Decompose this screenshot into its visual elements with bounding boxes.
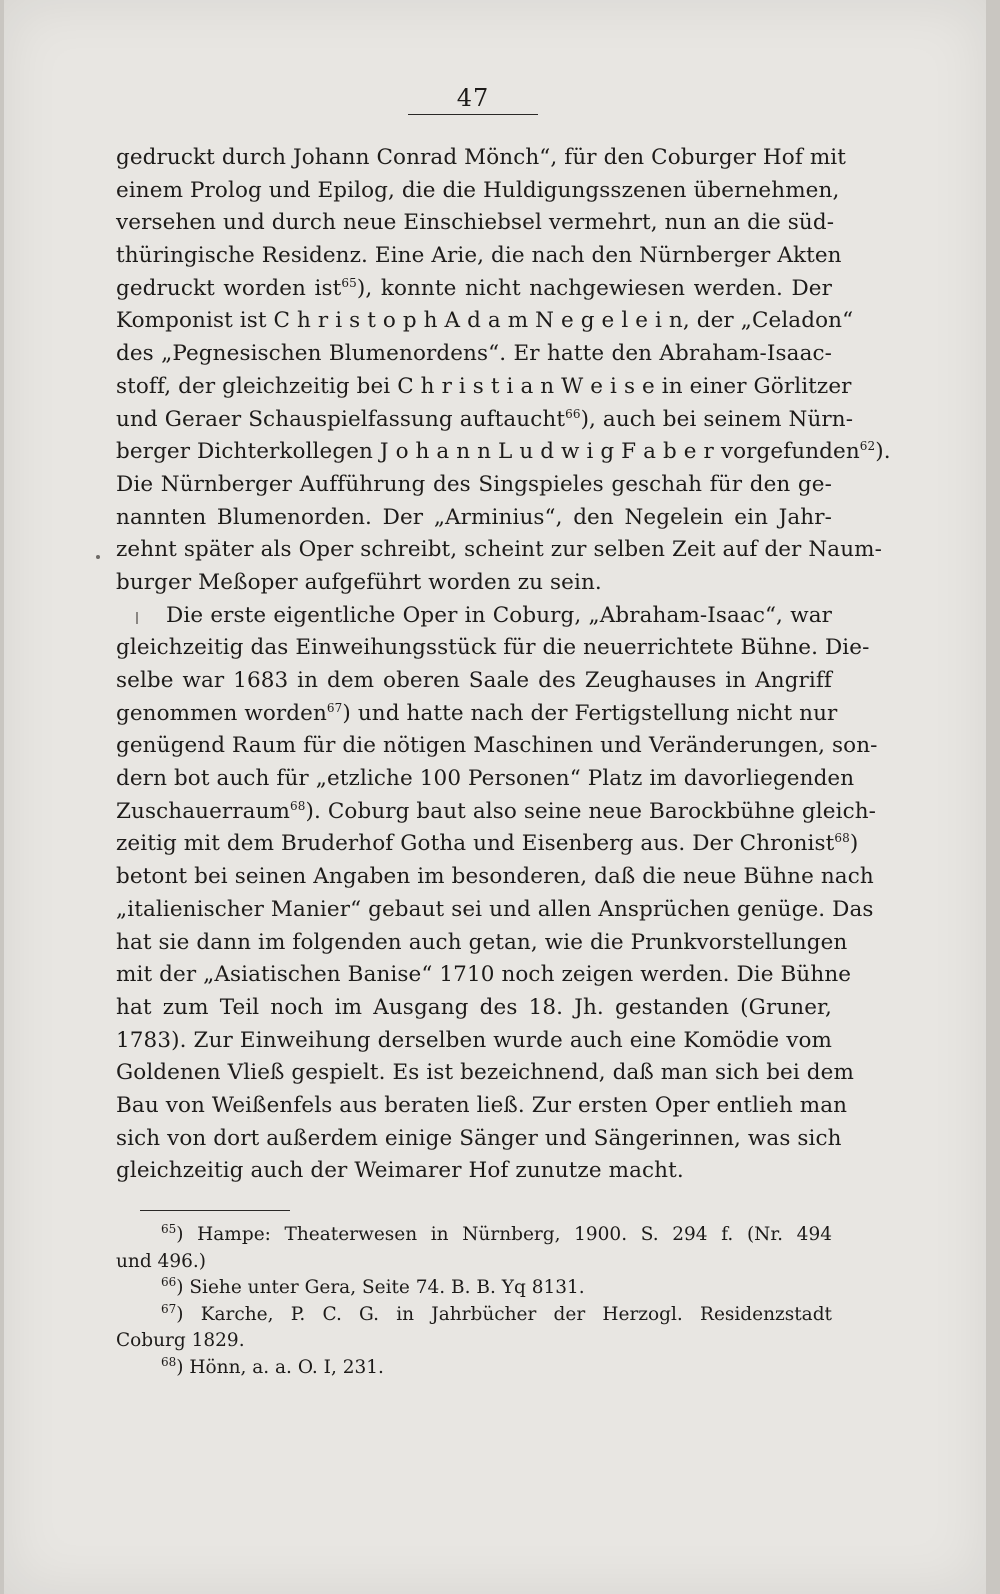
page-number: 47 bbox=[456, 84, 490, 112]
page-number-rule bbox=[408, 114, 538, 115]
body-line: Goldenen Vließ gespielt. Es ist bezeichnend, daß man sich bei dem bbox=[116, 1060, 854, 1086]
footnote-line: $^{65}$) Hampe: Theaterwesen in Nürnberg, 1900. S. 294 f. (Nr. 494 bbox=[161, 1221, 832, 1245]
body-line: hat zum Teil noch im Ausgang des 18. Jh. gestanden (Gruner, bbox=[116, 994, 832, 1020]
body-line: berger Dichterkollegen J o h a n n L u d w i g F a b e r vorgefunden$^{62}$). bbox=[116, 439, 891, 465]
body-line: und Geraer Schauspielfassung auftaucht$^{66}$), auch bei seinem Nürn- bbox=[116, 406, 854, 432]
body-line: gedruckt durch Johann Conrad Mönch“, für den Coburger Hof mit bbox=[116, 145, 847, 170]
footnote-marker: 65 bbox=[341, 275, 357, 290]
body-line: des „Pegnesischen Blumenordens“. Er hatte den Abraham-Isaac- bbox=[116, 341, 832, 367]
body-line: burger Meßoper aufgeführt worden zu sein. bbox=[116, 569, 602, 595]
footnote-marker: 65 bbox=[161, 1221, 177, 1236]
footnote-line: $^{68}$) Hönn, a. a. O. I, 231. bbox=[161, 1354, 384, 1378]
body-line: hat sie dann im folgenden auch getan, wie die Prunkvorstellungen bbox=[116, 929, 848, 955]
footnote-marker: 68 bbox=[834, 831, 850, 846]
body-line: genommen worden$^{67}$) und hatte nach der Fertigstellung nicht nur bbox=[116, 700, 838, 726]
body-line: Die erste eigentliche Oper in Coburg, „Abraham-Isaac“, war bbox=[166, 602, 832, 628]
footnote-line: Coburg 1829. bbox=[116, 1330, 245, 1351]
footnote-line: und 496.) bbox=[116, 1250, 206, 1272]
body-line: genügend Raum für die nötigen Maschinen und Veränderungen, son- bbox=[116, 733, 878, 759]
footnote-line: $^{67}$) Karche, P. C. G. in Jahrbücher der Herzogl. Residenzstadt bbox=[161, 1301, 832, 1325]
body-line: mit der „Asiatischen Banise“ 1710 noch zeigen werden. Die Bühne bbox=[116, 962, 852, 988]
body-line: nannten Blumenorden. Der „Arminius“, den Negelein ein Jahr- bbox=[116, 504, 832, 530]
body-line: gleichzeitig das Einweihungsstück für die neuerrichtete Bühne. Die- bbox=[116, 635, 870, 661]
body-line: einem Prolog und Epilog, die die Huldigungsszenen übernehmen, bbox=[116, 177, 840, 203]
body-line: betont bei seinen Angaben im besonderen, daß die neue Bühne nach bbox=[116, 864, 874, 890]
body-line: 1783). Zur Einweihung derselben wurde auch eine Komödie vom bbox=[116, 1027, 832, 1053]
body-line: stoff, der gleichzeitig bei C h r i s t i a n W e i s e in einer Görlitzer bbox=[116, 373, 852, 399]
footnotes bbox=[116, 1222, 832, 1381]
footnote-marker: 67 bbox=[161, 1301, 177, 1316]
footnote-line: $^{66}$) Siehe unter Gera, Seite 74. B. B. Yq 8131. bbox=[161, 1274, 585, 1298]
body-line: zehnt später als Oper schreibt, scheint zur selben Zeit auf der Naum- bbox=[116, 537, 882, 563]
body-line: zeitig mit dem Bruderhof Gotha und Eisenberg aus. Der Chronist$^{68}$) bbox=[116, 831, 859, 857]
body-line: Bau von Weißenfels aus beraten ließ. Zur ersten Oper entlieh man bbox=[116, 1092, 848, 1118]
footnote-marker: 66 bbox=[161, 1274, 177, 1289]
body-line: gedruckt worden ist$^{65}$), konnte nicht nachgewiesen werden. Der bbox=[116, 275, 832, 301]
body-line: gleichzeitig auch der Weimarer Hof zunutze macht. bbox=[116, 1158, 684, 1184]
body-line: selbe war 1683 in dem oberen Saale des Zeughauses in Angriff bbox=[116, 668, 832, 693]
footnote-marker: 67 bbox=[326, 700, 343, 715]
footnote-marker: 68 bbox=[161, 1354, 177, 1369]
body-line: „italienischer Manier“ gebaut sei und allen Ansprüchen genüge. Das bbox=[116, 896, 874, 922]
body-line: Die Nürnberger Aufführung des Singspieles geschah für den ge- bbox=[116, 471, 832, 497]
body-line: thüringische Residenz. Eine Arie, die nach den Nürnberger Akten bbox=[116, 243, 842, 269]
body-line: dern bot auch für „etzliche 100 Personen“ Platz im davorliegenden bbox=[116, 766, 855, 792]
body-text bbox=[116, 142, 891, 1188]
margin-mark bbox=[96, 555, 100, 559]
body-line: Zuschauerraum$^{68}$). Coburg baut also seine neue Barockbühne gleich- bbox=[116, 798, 877, 824]
body-line: sich von dort außerdem einige Sänger und Sängerinnen, was sich bbox=[116, 1125, 842, 1151]
body-line: versehen und durch neue Einschiebsel vermehrt, nun an die süd- bbox=[116, 210, 835, 236]
body-line: Komponist ist C h r i s t o p h A d a m N e g e l e i n, der „Celadon“ bbox=[116, 308, 854, 334]
footnote-marker: 66 bbox=[565, 406, 581, 421]
footnote-rule bbox=[140, 1210, 290, 1211]
footnote-marker: 62 bbox=[859, 439, 876, 454]
footnote-marker: 68 bbox=[290, 798, 306, 813]
book-page bbox=[4, 0, 986, 1594]
